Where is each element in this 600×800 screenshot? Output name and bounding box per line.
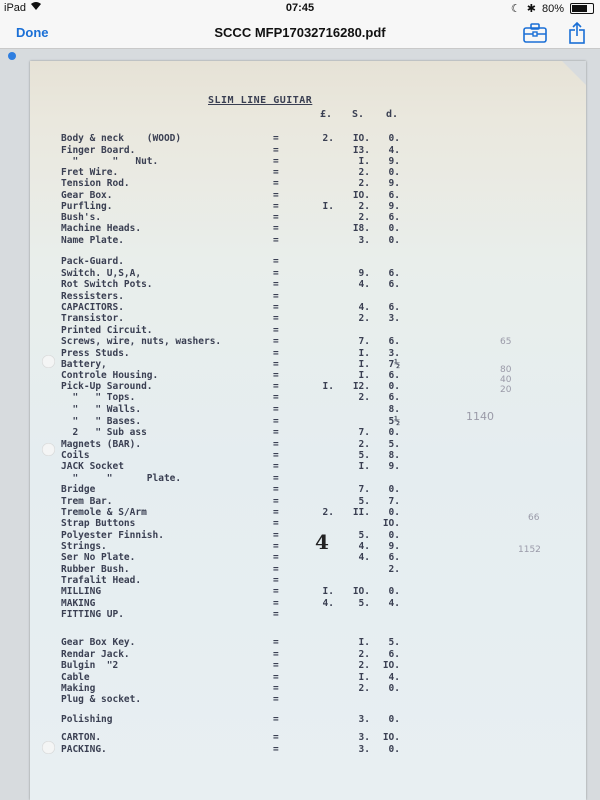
pencil-note: 1152	[518, 545, 541, 555]
column-pence: d.	[386, 109, 399, 120]
item-label: Bush's.	[61, 212, 102, 223]
cost-row	[30, 637, 586, 649]
item-label: Gear Box Key.	[61, 637, 136, 648]
cost-row	[30, 660, 586, 672]
cost-row	[30, 714, 586, 726]
pence-value: 7½	[388, 359, 400, 370]
equals-sign: =	[273, 496, 279, 507]
pence-value: 8.	[388, 450, 400, 461]
equals-sign: =	[273, 268, 279, 279]
pence-value: 6.	[388, 370, 400, 381]
item-label: Fret Wire.	[61, 167, 119, 178]
item-label: FITTING UP.	[61, 609, 124, 620]
item-label: Making	[61, 683, 96, 694]
pencil-note: 20	[500, 385, 512, 395]
device-name: iPad	[4, 2, 27, 14]
page-indicator	[8, 52, 16, 60]
pounds-value: I.	[322, 586, 334, 597]
item-label: Body & neck (WOOD)	[61, 133, 182, 144]
pencil-note: 65	[500, 337, 512, 347]
item-label: " " Bases.	[61, 416, 142, 427]
cost-row	[30, 744, 586, 756]
item-label: Transistor.	[61, 313, 124, 324]
cost-row	[30, 732, 586, 744]
pounds-value: 2.	[322, 133, 334, 144]
done-button[interactable]: Done	[16, 25, 49, 40]
shillings-value: I.	[358, 370, 370, 381]
cost-row	[30, 609, 586, 621]
pence-value: 6.	[388, 268, 400, 279]
battery-percent: 80%	[541, 2, 564, 15]
pence-value: 0.	[388, 167, 400, 178]
equals-sign: =	[273, 649, 279, 660]
item-label: Trem Bar.	[61, 496, 113, 507]
shillings-value: 4.	[358, 541, 370, 552]
status-right	[511, 2, 594, 15]
cost-row	[30, 133, 586, 145]
pence-value: 6.	[388, 649, 400, 660]
item-label: " " Tops.	[61, 392, 136, 403]
equals-sign: =	[273, 564, 279, 575]
equals-sign: =	[273, 404, 279, 415]
equals-sign: =	[273, 694, 279, 705]
pence-value: 0.	[388, 223, 400, 234]
pdf-viewer[interactable]	[0, 49, 600, 800]
moon-icon: ☾	[510, 3, 521, 15]
item-label: Printed Circuit.	[61, 325, 153, 336]
item-label: Purfling.	[61, 201, 113, 212]
battery-icon	[570, 3, 594, 14]
shillings-value: I.	[358, 359, 370, 370]
shillings-value: 2.	[358, 313, 370, 324]
item-label: Bulgin "2	[61, 660, 119, 671]
pence-value: 0.	[388, 744, 400, 755]
equals-sign: =	[273, 313, 279, 324]
item-label: CARTON.	[61, 732, 102, 743]
item-label: Coils	[61, 450, 90, 461]
cost-row	[30, 518, 586, 530]
column-shillings: S.	[352, 109, 365, 120]
cost-row	[30, 223, 586, 235]
shillings-value: 4.	[358, 552, 370, 563]
pencil-note: 1140	[466, 410, 494, 423]
cost-row	[30, 694, 586, 706]
shillings-value: 5.	[358, 530, 370, 541]
shillings-value: 2.	[358, 392, 370, 403]
item-label: Tremole & S/Arm	[61, 507, 147, 518]
item-label: Switch. U,S,A,	[61, 268, 142, 279]
pence-value: 6.	[388, 392, 400, 403]
equals-sign: =	[273, 484, 279, 495]
pencil-note: 80	[500, 365, 512, 375]
shillings-value: 3.	[358, 714, 370, 725]
item-label: " " Nut.	[61, 156, 159, 167]
equals-sign: =	[273, 167, 279, 178]
equals-sign: =	[273, 370, 279, 381]
cost-row	[30, 313, 586, 325]
shillings-value: 7.	[358, 484, 370, 495]
cost-row	[30, 256, 586, 268]
pence-value: 3.	[388, 313, 400, 324]
pence-value: 7.	[388, 496, 400, 507]
shillings-value: 2.	[358, 178, 370, 189]
shillings-value: I.	[358, 461, 370, 472]
equals-sign: =	[273, 450, 279, 461]
document-title: SCCC MFP17032716280.pdf	[214, 25, 386, 40]
pence-value: 0.	[388, 133, 400, 144]
equals-sign: =	[273, 575, 279, 586]
pence-value: 4.	[388, 145, 400, 156]
equals-sign: =	[273, 359, 279, 370]
pence-value: 6.	[388, 552, 400, 563]
item-label: Battery,	[61, 359, 107, 370]
shillings-value: II.	[352, 507, 370, 518]
equals-sign: =	[273, 744, 279, 755]
pencil-note: 40	[500, 375, 512, 385]
cost-row	[30, 484, 586, 496]
pounds-value: 2.	[322, 507, 334, 518]
shillings-value: I.	[358, 637, 370, 648]
cost-row	[30, 461, 586, 473]
equals-sign: =	[273, 609, 279, 620]
shillings-value: 2.	[358, 660, 370, 671]
pence-value: 4.	[388, 672, 400, 683]
equals-sign: =	[273, 145, 279, 156]
shillings-value: 4.	[358, 279, 370, 290]
equals-sign: =	[273, 439, 279, 450]
item-label: Ser No Plate.	[61, 552, 136, 563]
shillings-value: IO.	[352, 190, 370, 201]
column-pounds: £.	[320, 109, 333, 120]
item-label: Pack-Guard.	[61, 256, 124, 267]
status-bar	[0, 0, 600, 18]
equals-sign: =	[273, 461, 279, 472]
pence-value: 6.	[388, 336, 400, 347]
shillings-value: IO.	[352, 133, 370, 144]
equals-sign: =	[273, 279, 279, 290]
equals-sign: =	[273, 530, 279, 541]
shillings-value: 5.	[358, 450, 370, 461]
pence-value: 9.	[388, 178, 400, 189]
equals-sign: =	[273, 507, 279, 518]
item-label: Controle Housing.	[61, 370, 159, 381]
item-label: Strap Buttons	[61, 518, 136, 529]
shillings-value: I8.	[352, 223, 370, 234]
pence-value: IO.	[382, 660, 400, 671]
item-label: Tension Rod.	[61, 178, 130, 189]
item-label: Finger Board.	[61, 145, 136, 156]
cost-row	[30, 178, 586, 190]
pence-value: 5.	[388, 439, 400, 450]
pence-value: 9.	[388, 201, 400, 212]
shillings-value: 2.	[358, 439, 370, 450]
pence-value: 2.	[388, 564, 400, 575]
pence-value: 0.	[388, 714, 400, 725]
cost-row	[30, 586, 586, 598]
item-label: Rot Switch Pots.	[61, 279, 153, 290]
pence-value: 9.	[388, 461, 400, 472]
typed-cost-sheet	[30, 61, 586, 800]
pence-value: 5½	[388, 416, 400, 427]
sheet-title: SLIM LINE GUITAR	[208, 95, 313, 106]
pence-value: 6.	[388, 279, 400, 290]
pence-value: 0.	[388, 586, 400, 597]
equals-sign: =	[273, 336, 279, 347]
item-label: Screws, wire, nuts, washers.	[61, 336, 222, 347]
equals-sign: =	[273, 223, 279, 234]
pence-value: 0.	[388, 381, 400, 392]
cost-row	[30, 552, 586, 564]
item-label: Magnets (BAR).	[61, 439, 142, 450]
cost-row	[30, 404, 586, 416]
item-label: Trafalit Head.	[61, 575, 142, 586]
equals-sign: =	[273, 156, 279, 167]
item-label: Plug & socket.	[61, 694, 142, 705]
shillings-value: 2.	[358, 683, 370, 694]
equals-sign: =	[273, 598, 279, 609]
equals-sign: =	[273, 348, 279, 359]
shillings-value: 3.	[358, 235, 370, 246]
pence-value: 5.	[388, 637, 400, 648]
equals-sign: =	[273, 683, 279, 694]
pence-value: 6.	[388, 302, 400, 313]
equals-sign: =	[273, 256, 279, 267]
equals-sign: =	[273, 660, 279, 671]
equals-sign: =	[273, 178, 279, 189]
equals-sign: =	[273, 672, 279, 683]
pence-value: 9.	[388, 156, 400, 167]
pence-value: IO.	[382, 518, 400, 529]
item-label: Press Studs.	[61, 348, 130, 359]
cost-row	[30, 427, 586, 439]
pence-value: 0.	[388, 235, 400, 246]
item-label: Name Plate.	[61, 235, 124, 246]
pence-value: IO.	[382, 732, 400, 743]
pence-value: 6.	[388, 190, 400, 201]
item-label: MILLING	[61, 586, 102, 597]
equals-sign: =	[273, 473, 279, 484]
item-label: " " Plate.	[61, 473, 182, 484]
cost-row	[30, 279, 586, 291]
item-label: Pick-Up Saround.	[61, 381, 153, 392]
shillings-value: 2.	[358, 212, 370, 223]
item-label: PACKING.	[61, 744, 107, 755]
item-label: Strings.	[61, 541, 107, 552]
shillings-value: 4.	[358, 302, 370, 313]
equals-sign: =	[273, 714, 279, 725]
toolbox-icon[interactable]	[522, 22, 548, 44]
shillings-value: I3.	[352, 145, 370, 156]
equals-sign: =	[273, 302, 279, 313]
item-label: Polishing	[61, 714, 113, 725]
shillings-value: 5.	[358, 598, 370, 609]
item-label: Gear Box.	[61, 190, 113, 201]
equals-sign: =	[273, 586, 279, 597]
equals-sign: =	[273, 381, 279, 392]
item-label: Rubber Bush.	[61, 564, 130, 575]
shillings-value: I.	[358, 672, 370, 683]
equals-sign: =	[273, 212, 279, 223]
shillings-value: IO.	[352, 586, 370, 597]
equals-sign: =	[273, 552, 279, 563]
pence-value: 4.	[388, 598, 400, 609]
equals-sign: =	[273, 637, 279, 648]
pounds-value: I.	[322, 201, 334, 212]
item-label: Rendar Jack.	[61, 649, 130, 660]
equals-sign: =	[273, 291, 279, 302]
equals-sign: =	[273, 325, 279, 336]
shillings-value: I2.	[352, 381, 370, 392]
shillings-value: I.	[358, 348, 370, 359]
shillings-value: 7.	[358, 427, 370, 438]
share-icon[interactable]	[566, 21, 588, 45]
shillings-value: 7.	[358, 336, 370, 347]
pencil-note: 66	[528, 513, 540, 523]
bluetooth-icon: ✱	[526, 3, 536, 15]
pence-value: 0.	[388, 683, 400, 694]
equals-sign: =	[273, 732, 279, 743]
item-label: Ressisters.	[61, 291, 124, 302]
shillings-value: 2.	[358, 201, 370, 212]
shillings-value: 5.	[358, 496, 370, 507]
equals-sign: =	[273, 392, 279, 403]
equals-sign: =	[273, 416, 279, 427]
navigation-bar	[0, 18, 600, 49]
pence-value: 3.	[388, 348, 400, 359]
equals-sign: =	[273, 518, 279, 529]
pence-value: 0.	[388, 484, 400, 495]
pounds-value: 4.	[322, 598, 334, 609]
pence-value: 9.	[388, 541, 400, 552]
item-label: Polyester Finnish.	[61, 530, 164, 541]
pence-value: 0.	[388, 507, 400, 518]
pence-value: 0.	[388, 427, 400, 438]
item-label: Cable	[61, 672, 90, 683]
item-label: CAPACITORS.	[61, 302, 124, 313]
item-label: " " Walls.	[61, 404, 142, 415]
document-page	[30, 61, 586, 800]
shillings-value: 2.	[358, 167, 370, 178]
item-label: MAKING	[61, 598, 96, 609]
shillings-value: 3.	[358, 732, 370, 743]
pence-value: 6.	[388, 212, 400, 223]
equals-sign: =	[273, 235, 279, 246]
item-label: 2 " Sub ass	[61, 427, 147, 438]
cost-row	[30, 235, 586, 247]
item-label: JACK Socket	[61, 461, 124, 472]
item-label: Bridge	[61, 484, 96, 495]
equals-sign: =	[273, 541, 279, 552]
shillings-value: I.	[358, 156, 370, 167]
pounds-value: I.	[322, 381, 334, 392]
shillings-value: 3.	[358, 744, 370, 755]
equals-sign: =	[273, 427, 279, 438]
equals-sign: =	[273, 190, 279, 201]
handwritten-four: 4	[315, 530, 329, 554]
item-label: Machine Heads.	[61, 223, 142, 234]
shillings-value: 9.	[358, 268, 370, 279]
equals-sign: =	[273, 133, 279, 144]
clock: 07:45	[285, 2, 315, 14]
equals-sign: =	[273, 201, 279, 212]
pence-value: 0.	[388, 530, 400, 541]
shillings-value: 2.	[358, 649, 370, 660]
pence-value: 8.	[388, 404, 400, 415]
